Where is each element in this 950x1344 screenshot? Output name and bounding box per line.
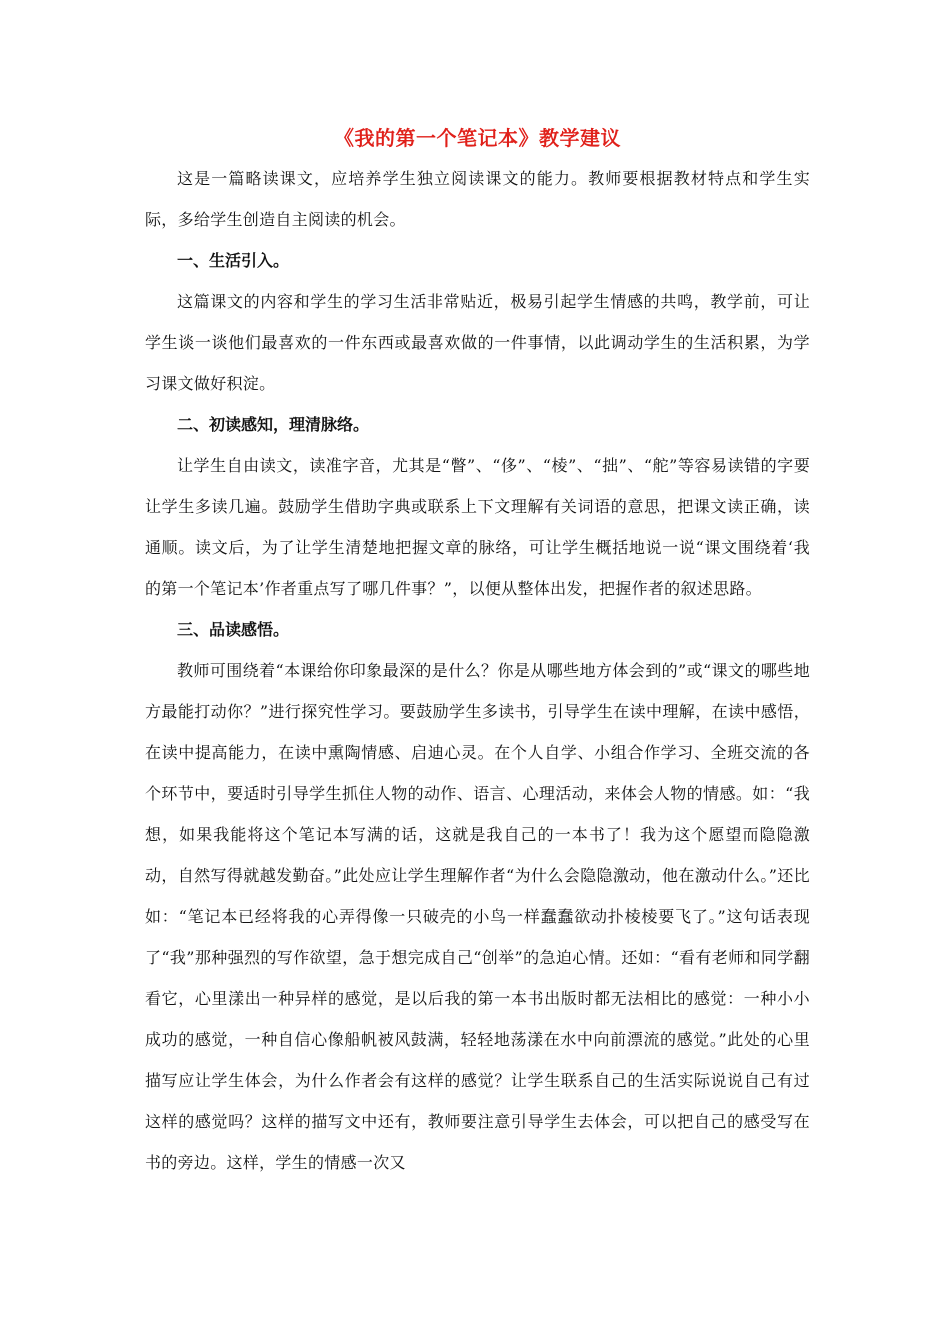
section-paragraph-3: 教师可围绕着“本课给你印象最深的是什么？你是从哪些地方体会到的”或“课文的哪些地方最能打动你？”进行探究性学习。要鼓励学生多读书，引导学生在读中理解，在读中感悟，在读中提高能力，在读中熏陶情感、启迪心灵。在个人自学、小组合作学习、全班交流的各个环节中，要适时引导学生抓住人物的动作、语言、心理活动，来体会人物的情感。如：“我想，如果我能将这个笔记本写满的话，这就是我自己的一本书了！我为这个愿望而隐隐激动，自然写得就越发勤奋。”此处应让学生理解作者“为什么会隐隐激动，他在激动什么。”还比如：“笔记本已经将我的心弄得像一只破壳的小鸟一样蠢蠢欲动扑棱棱要飞了。”这句话表现了“我”那种强烈的写作欲望，急于想完成自己“创举”的急迫心情。还如：“看有老师和同学翻看它，心里漾出一种异样的感觉，是以后我的第一本书出版时都无法相比的感觉：一种小小成功的感觉，一种自信心像船帆被风鼓满，轻轻地荡漾在水中向前漂流的感觉。”此处的心里描写应让学生体会，为什么作者会有这样的感觉？让学生联系自己的生活实际说说自己有过这样的感觉吗？这样的描写文中还有，教师要注意引导学生去体会，可以把自己的感受写在书的旁边。这样，学生的情感一次又 <box>145 661 810 1172</box>
section-heading-2: 二、初读感知，理清脉络。 <box>177 415 370 434</box>
section-paragraph-1: 这篇课文的内容和学生的学习生活非常贴近，极易引起学生情感的共鸣，教学前，可让学生谈一谈他们最喜欢的一件东西或最喜欢做的一件事情，以此调动学生的生活积累，为学习课文做好积淀。 <box>145 292 810 393</box>
section-heading-1: 一、生活引入。 <box>177 251 290 270</box>
document-title: 《我的第一个笔记本》教学建议 <box>334 126 621 150</box>
section-heading-3: 三、品读感悟。 <box>177 620 290 639</box>
section-paragraph-2: 让学生自由读文，读准字音，尤其是“瞥”、“侈”、“棱”、“拙”、“舵”等容易读错的字要让学生多读几遍。鼓励学生借助字典或联系上下文理解有关词语的意思，把课文读正确，读通顺。读文后，为了让学生清楚地把握文章的脉络，可让学生概括地说一说“课文围绕着‘我的第一个笔记本’作者重点写了哪几件事？”，以便从整体出发，把握作者的叙述思路。 <box>145 456 810 598</box>
document-body <box>145 118 810 1183</box>
intro-paragraph: 这是一篇略读课文，应培养学生独立阅读课文的能力。教师要根据教材特点和学生实际，多给学生创造自主阅读的机会。 <box>145 169 810 229</box>
